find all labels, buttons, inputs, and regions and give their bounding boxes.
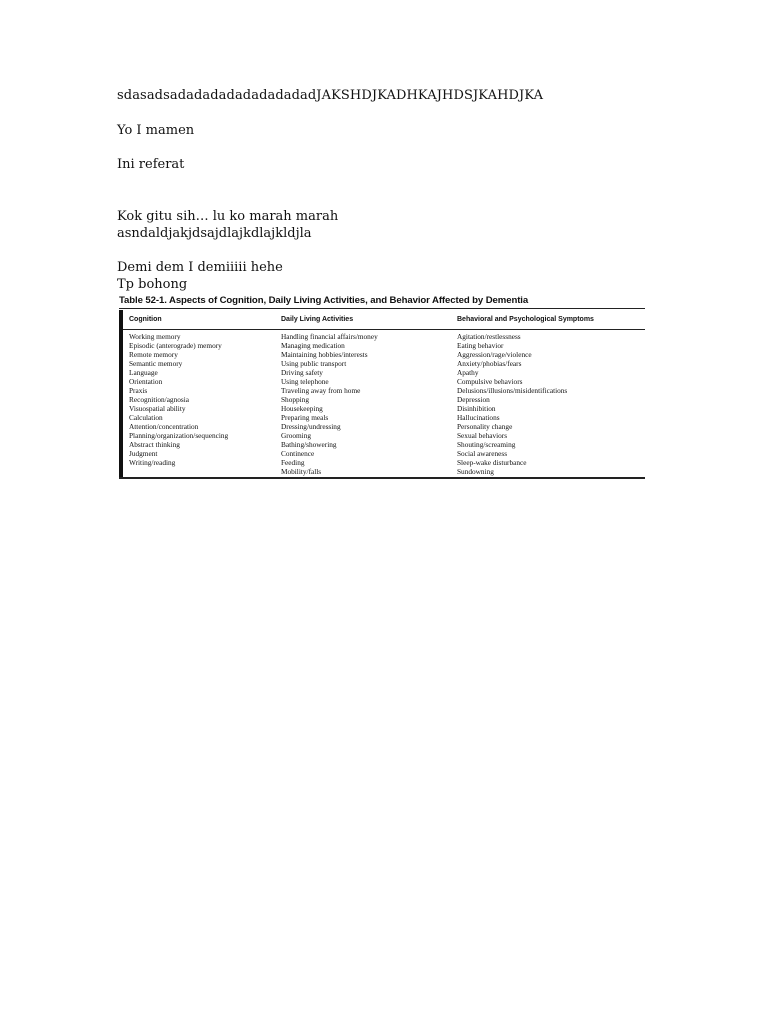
table-cell: Handling financial affairs/money: [281, 332, 378, 341]
table-cell: Depression: [457, 395, 490, 404]
table-cell: Eating behavior: [457, 341, 504, 350]
table-cell: Apathy: [457, 368, 479, 377]
table-cell: Planning/organization/sequencing: [129, 431, 229, 440]
table-left-bar: [119, 310, 123, 477]
table-cell: Bathing/showering: [281, 440, 337, 449]
table-cell: Anxiety/phobias/fears: [457, 359, 522, 368]
table-cell: Judgment: [129, 449, 158, 458]
table-column-behavioral: [457, 309, 635, 475]
paragraph-1: sdasadsadadadadadadadadadJAKSHDJKADHKAJHDSJKAHDJKA: [117, 88, 544, 103]
table-cell: Remote memory: [129, 350, 178, 359]
table-cell: Traveling away from home: [281, 386, 361, 395]
paragraph-2: Yo I mamen: [117, 123, 195, 138]
paragraph-3: Ini referat: [117, 157, 185, 172]
paragraph-4: Kok gitu sih… lu ko marah marah: [117, 209, 339, 224]
table-cell: Grooming: [281, 431, 311, 440]
table-cell: Shopping: [281, 395, 309, 404]
table-cell: Writing/reading: [129, 458, 176, 467]
table-cell: Abstract thinking: [129, 440, 180, 449]
table-title: Table 52-1. Aspects of Cognition, Daily Living Activities, and Behavior Affected by Dementia: [119, 295, 529, 306]
table-cell: Sexual behaviors: [457, 431, 508, 440]
table-cell: Agitation/restlessness: [457, 332, 521, 341]
table-cell: Sleep-wake disturbance: [457, 458, 527, 467]
table-cell: Attention/concentration: [129, 422, 199, 431]
table-cell: Aggression/rage/violence: [457, 350, 532, 359]
column-header: Behavioral and Psychological Symptoms: [457, 316, 594, 323]
table-cell: Orientation: [129, 377, 163, 386]
table-cell: Mobility/falls: [281, 467, 322, 476]
table-cell: Disinhibition: [457, 404, 496, 413]
table-cell: Preparing meals: [281, 413, 329, 422]
table-cell: Recognition/agnosia: [129, 395, 189, 404]
table-column-daily-living: [281, 309, 459, 475]
table-cell: Visuospatial ability: [129, 404, 186, 413]
table-cell: Dressing/undressing: [281, 422, 341, 431]
table-cell: Continence: [281, 449, 315, 458]
table-cell: Maintaining hobbies/interests: [281, 350, 368, 359]
table-cell: Using public transport: [281, 359, 347, 368]
table-cell: Shouting/screaming: [457, 440, 516, 449]
column-cells: [281, 332, 459, 476]
table-cell: Episodic (anterograde) memory: [129, 341, 222, 350]
table-cell: Language: [129, 368, 158, 377]
table-cell: Semantic memory: [129, 359, 183, 368]
paragraph-6: Demi dem I demiiiii hehe: [117, 260, 283, 275]
table-cell: Hallucinations: [457, 413, 500, 422]
table-cell: Calculation: [129, 413, 163, 422]
table-cell: Praxis: [129, 386, 148, 395]
table-cell: Working memory: [129, 332, 181, 341]
table-cell: Driving safety: [281, 368, 323, 377]
paragraph-5: asndaldjakjdsajdlajkdlajkldjla: [117, 226, 312, 241]
table-cell: Feeding: [281, 458, 305, 467]
table-cell: Housekeeping: [281, 404, 323, 413]
table-cell: Social awareness: [457, 449, 508, 458]
dementia-aspects-table: [119, 308, 645, 479]
table-cell: Using telephone: [281, 377, 329, 386]
table-cell: Sundowning: [457, 467, 494, 476]
column-cells: [457, 332, 635, 476]
table-cell: Managing medication: [281, 341, 345, 350]
table-cell: Delusions/illusions/misidentifications: [457, 386, 568, 395]
paragraph-7: Tp bohong: [117, 277, 188, 292]
column-header: Cognition: [129, 316, 162, 323]
column-header: Daily Living Activities: [281, 316, 354, 323]
table-cell: Personality change: [457, 422, 513, 431]
table-cell: Compulsive behaviors: [457, 377, 523, 386]
